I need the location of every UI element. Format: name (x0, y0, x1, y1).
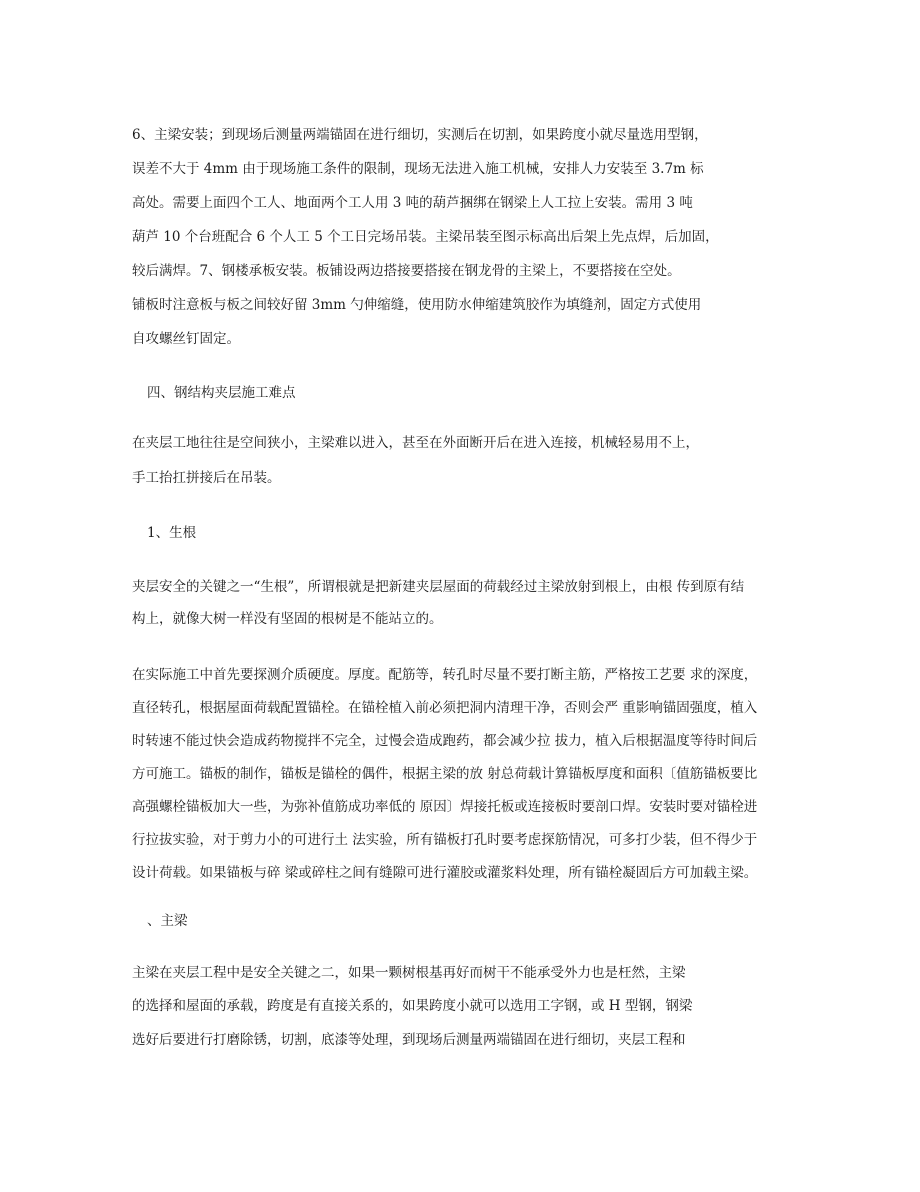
text-line: 方可施工。锚板的制作，锚板是锚栓的偶件，根据主梁的放 射总荷载计算锚板厚度和面积〔值筋锚板要比 (132, 766, 758, 782)
text-line: 夹层安全的关键之一“生根”，所谓根就是把新建夹层屋面的荷载经过主梁放射到根上，由根 传到原有结 (132, 579, 745, 595)
text-line: 较后满焊。7、钢楼承板安装。板铺设两边搭接要搭接在钢龙骨的主梁上，不要搭接在空处。 (132, 263, 681, 279)
text-line: 构上，就像大树一样没有坚固的根树是不能站立的。 (132, 611, 443, 627)
text-line: 时转速不能过快会造成药物搅拌不完全，过慢会造成跑药，都会减少拉 拔力，植入后根据温度等待时间后 (132, 733, 758, 749)
text-line: 在夹层工地往往是空间狭小，主梁难以进入，甚至在外面断开后在进入连接，机械轻易用不上， (132, 435, 699, 451)
text-line: 主梁在夹层工程中是安全关键之二，如果一颗树根基再好而树干不能承受外力也是枉然，主梁 (132, 965, 686, 981)
text-line: 设计荷载。如果锚板与碎 梁或碎柱之间有缝隙可进行灌胶或灌浆料处理，所有锚栓凝固后方可加载主梁。 (132, 865, 758, 881)
text-line: 误差不大于 4mm 由于现场施工条件的限制，现场无法进入施工机械，安排人力安装至 3.7m 标 (132, 161, 704, 177)
text-line: 高处。需要上面四个工人、地面两个工人用 3 吨的葫芦捆绑在钢梁上人工拉上安装。需用 3 吨 (132, 195, 693, 211)
section-heading: 、主梁 (147, 913, 188, 929)
section-heading: 1、生根 (147, 525, 197, 541)
text-line: 自攻螺丝钉固定。 (132, 331, 240, 347)
text-line: 在实际施工中首先要探测介质硬度。厚度。配筋等，转孔时尽量不要打断主筋，严格按工艺要 求的深度， (132, 667, 758, 683)
section-heading: 四、钢结构夹层施工难点 (147, 385, 296, 401)
text-line: 行拉拔实验，对于剪力小的可进行土 法实验，所有锚板打孔时要考虑探筋情况，可多打少装，但不得少于 (132, 832, 758, 848)
text-line: 的选择和屋面的承载，跨度是有直接关系的，如果跨度小就可以选用工字钢，或 H 型钢，钢梁 (132, 998, 693, 1014)
text-line: 直径转孔，根据屋面荷载配置锚栓。在锚栓植入前必须把洞内清理干净，否则会严 重影响锚固强度，植入 (132, 700, 758, 716)
text-line: 高强螺栓锚板加大一些，为弥补值筋成功率低的 原因〕焊接托板或连接板时要剖口焊。安装时要对锚栓进 (132, 799, 758, 815)
text-line: 选好后要进行打磨除锈，切割，底漆等处理，到现场后测量两端锚固在进行细切，夹层工程和 (132, 1032, 686, 1048)
text-line: 葫芦 10 个台班配合 6 个人工 5 个工日完场吊装。主梁吊装至图示标高出后架上先点焊，后加固， (132, 229, 719, 245)
text-line: 手工抬扛拼接后在吊装。 (132, 470, 281, 486)
text-line: 6、主梁安装；到现场后测量两端锚固在进行细切，实测后在切割，如果跨度小就尽量选用型钢， (132, 127, 708, 143)
text-line: 铺板时注意板与板之间较好留 3mm 勺伸缩缝，使用防水伸缩建筑胶作为填缝剂，固定方式使用 (132, 297, 702, 313)
